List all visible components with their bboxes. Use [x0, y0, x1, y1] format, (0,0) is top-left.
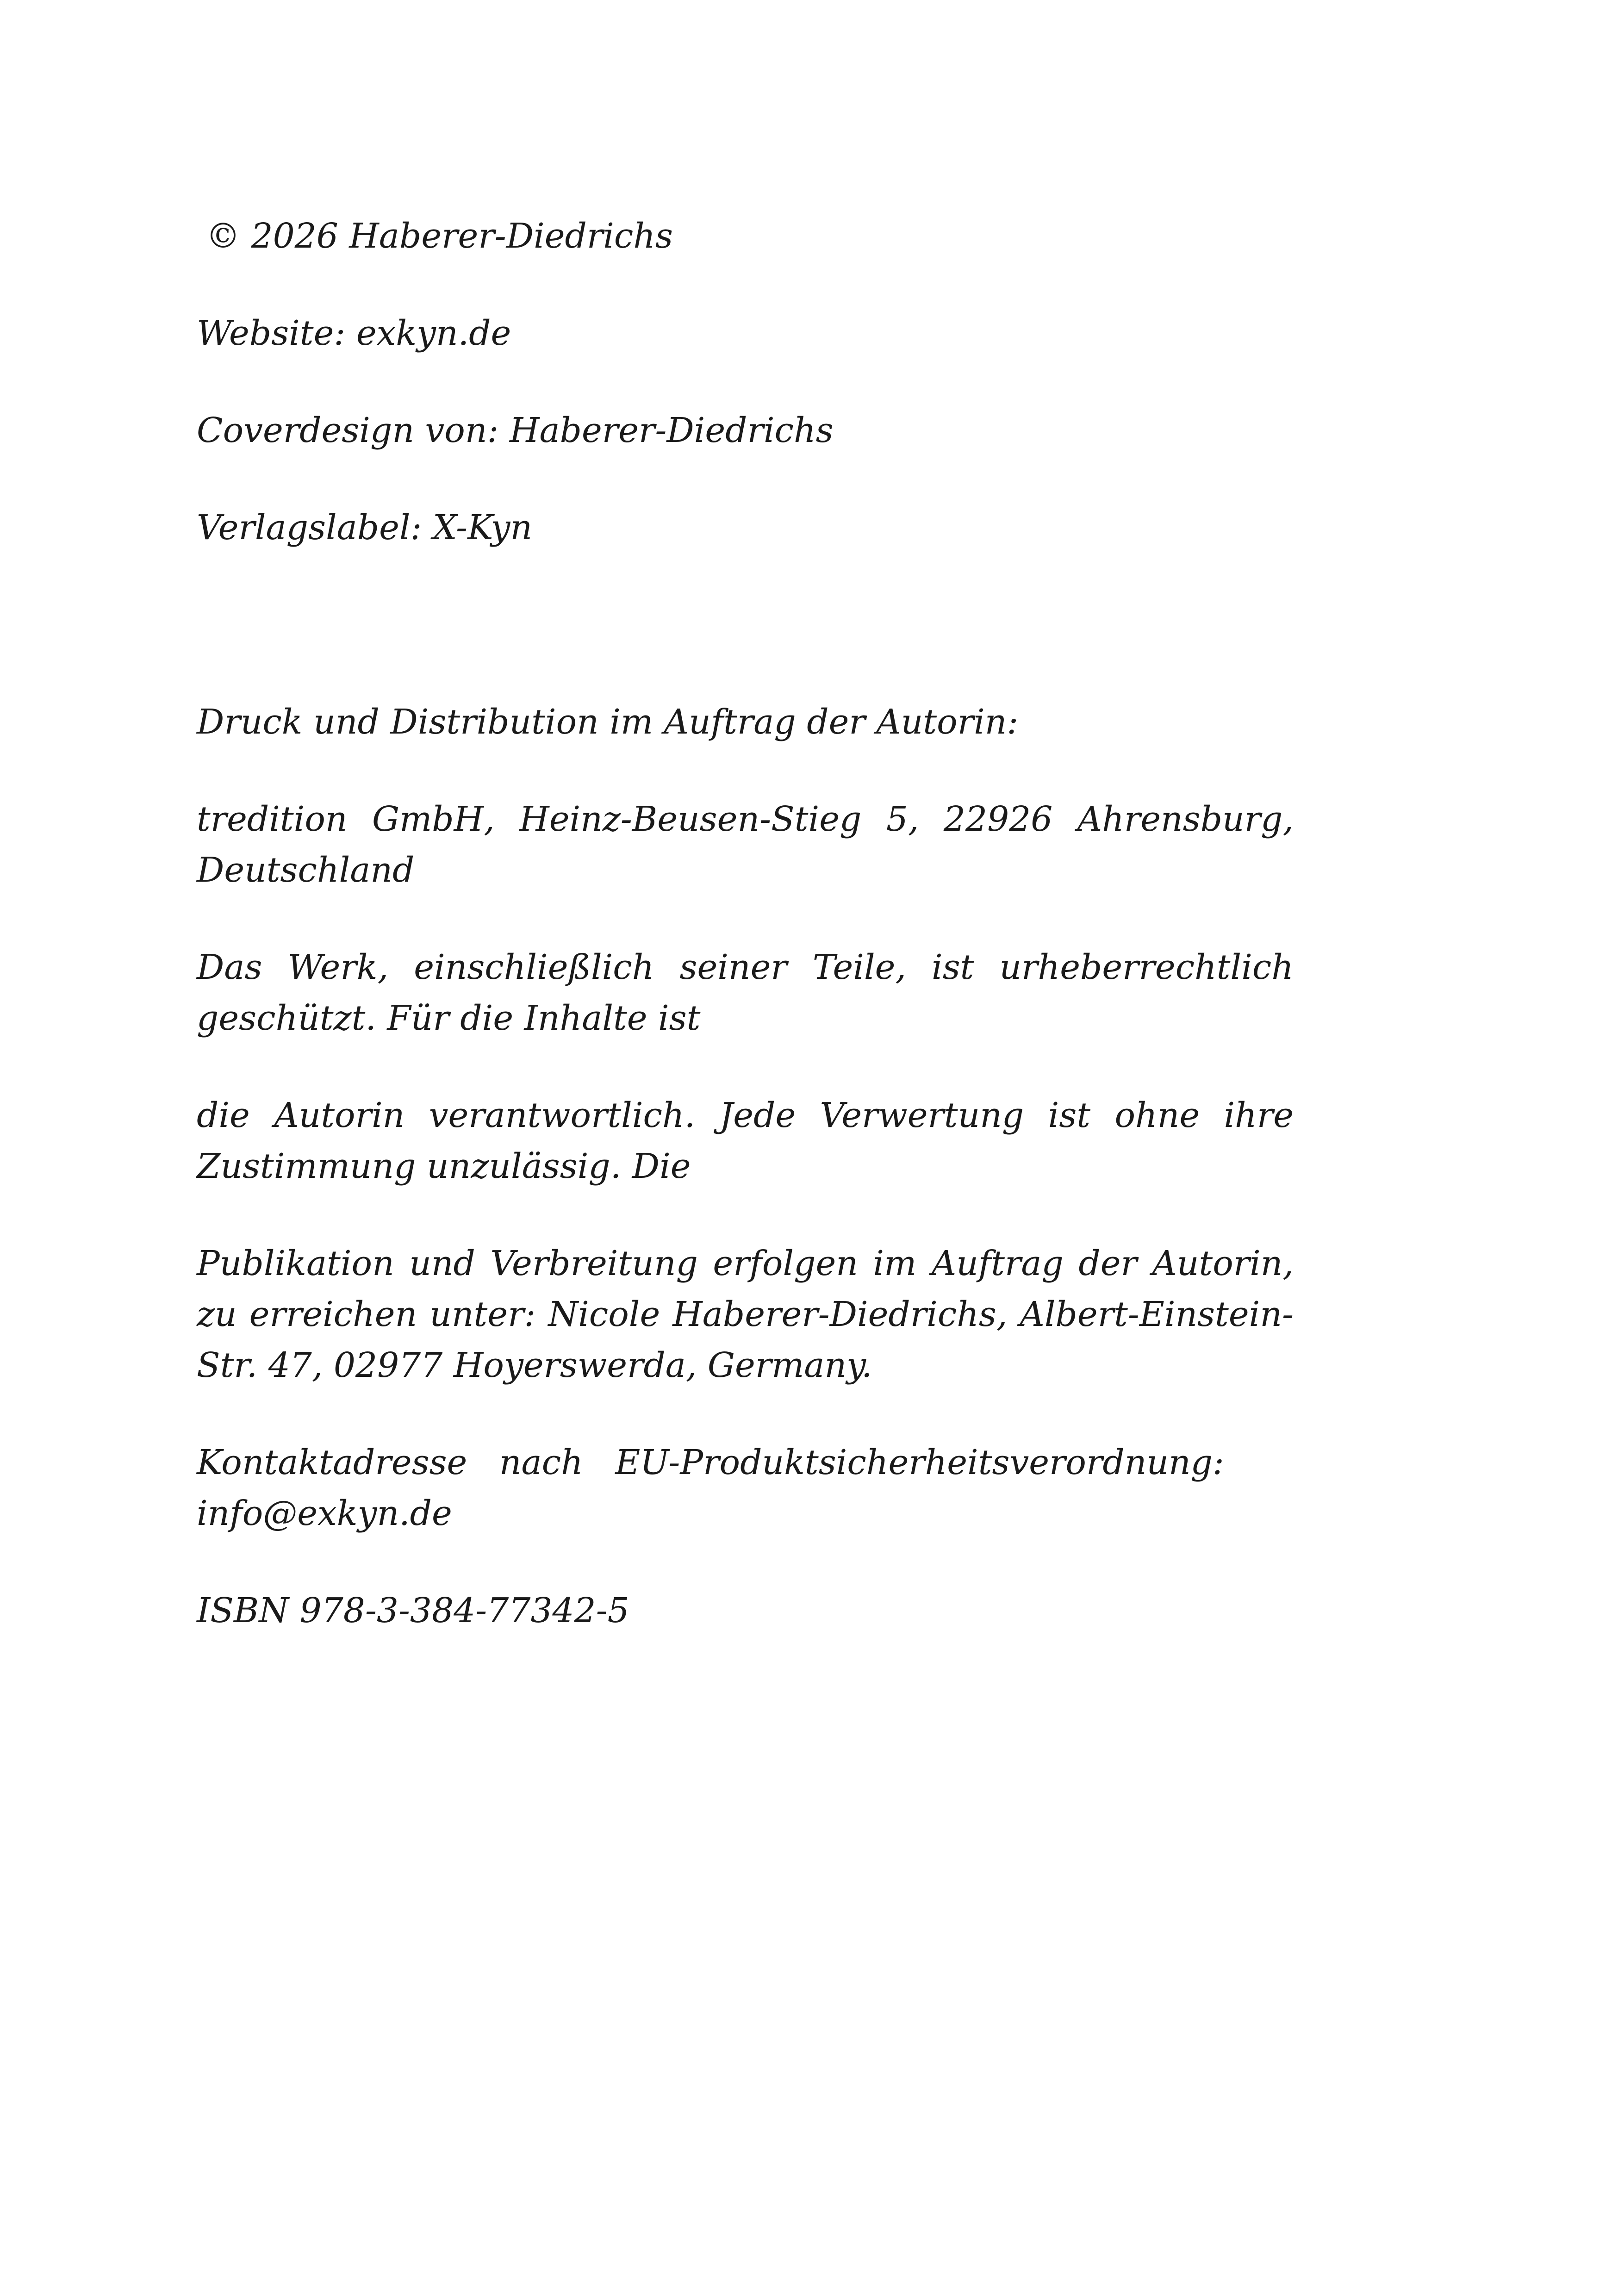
responsibility-notice: die Autorin verantwortlich. Jede Verwertung ist ohne ihre Zustimmung unzulässig. Die [197, 1095, 1294, 1186]
print-distribution-heading: Druck und Distribution im Auftrag der Autorin: [197, 702, 1019, 742]
cover-design-line: Coverdesign von: Haberer-Diedrichs [197, 411, 834, 450]
contact-address: Kontaktadresse nach EU-Produktsicherheitsverordnung: info@exkyn.de [197, 1443, 1224, 1533]
website-line: Website: exkyn.de [197, 313, 511, 353]
publisher-label-line: Verlagslabel: X-Kyn [197, 508, 533, 548]
isbn-line: ISBN 978-3-384-77342-5 [197, 1591, 629, 1630]
imprint-content [197, 211, 1294, 1682]
copyright-line: © 2026 Haberer-Diedrichs [206, 216, 673, 256]
publication-notice: Publikation und Verbreitung erfolgen im Auftrag der Autorin, zu erreichen unter: Nicole Haberer-Diedrichs, Albert-Einstein-Str. 47, 02977 Hoyerswerda, Germany. [197, 1244, 1294, 1385]
copyright-notice: Das Werk, einschließlich seiner Teile, ist urheberrechtlich geschützt. Für die Inhalte ist [197, 947, 1294, 1038]
printer-address: tredition GmbH, Heinz-Beusen-Stieg 5, 22926 Ahrensburg, Deutschland [197, 799, 1294, 890]
